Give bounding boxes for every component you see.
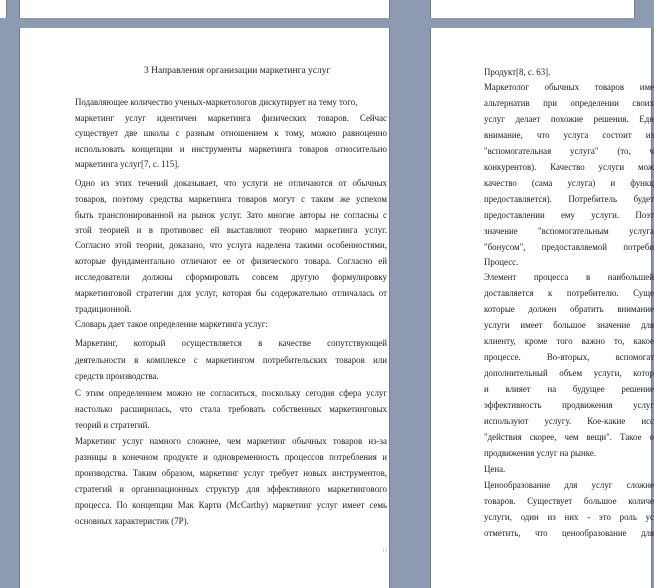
text-line: "вспомогательная услуга" (то, ч [484,146,654,156]
text-line: доставляется к потребителю. Суще [484,288,654,298]
text-line: услуги имеет большое значение для [484,320,654,330]
previous-page-right-fragment [431,0,634,18]
text-line: альтернатив при определении своих [484,98,654,108]
text-line: услуги, один из них - это роль ус [484,512,654,522]
text-line: клиенту, кроме того важно то, какое [484,336,654,346]
text-line: товаров, поэтому средства маркетинга товаров могут с таким же успехом [75,194,387,204]
text-line: и влияет на будущее решение [484,384,654,394]
text-line: настолько расширилась, что стала требовать собственных маркетинговых [75,404,387,414]
text-line: Ценообразование для услуг сложне [484,480,654,490]
text-line: значение "вспомогательным услуга [484,226,654,236]
text-line: разницы в конечном продукте и одновременность процессов потребления и [75,452,387,462]
text-line: которые фундаментально отличают ее от физического товара. Согласно ей [75,256,387,266]
text-line: товаров. Существует большое количе [484,496,654,506]
text-line: Одно из этих течений доказывает, что услуги не отличаются от обычных [75,178,387,188]
text-line: эффективность продвижения услуг [484,400,654,410]
text-line: этой теорией и в противовес ей выставляют теорию маркетинга услуг. [75,225,387,235]
text-line: Маркетинг услуг намного сложнее, чем маркетинг обычных товаров из-за [75,436,387,446]
text-line: стратегий и организационных структур для эффективного маркетингового [75,484,387,494]
text-line: предоставлении ему услуги. Поэт [484,210,654,220]
text-line: Словарь дает такое определение маркетинга услуг: [75,319,268,329]
text-line: Маркетинг, который осуществляется в качестве сопутствующей [75,338,387,348]
text-line: маркетинг услуг идентичен маркетинга физических товаров. Сейчас [75,113,387,123]
text-line: Маркетолог обычных товаров име [484,82,654,92]
text-line: маркетинговой стратегии для услуг, которая бы содержательно отличалась от [75,288,387,298]
text-line: конкурентов). Качество услуги мож [484,162,654,172]
text-line: использовать концепции и инструменты маркетинга товаров относительно [75,144,387,154]
text-line: Продукт[8, с. 63]. [484,67,551,77]
text-line: маркетинга услуг[7, с. 115]. [75,159,180,169]
text-line: процесса. По концепции Мак Карти (McCarthy) маркетинг услуг имеет семь [75,500,387,510]
previous-page-fragment [20,0,389,18]
text-line: "бонусом", предоставляемой потреби [484,242,654,252]
text-line: дополнительный объем услуги, котор [484,368,654,378]
text-line: которые должен обратить внимание [484,304,654,314]
text-line: быть транспонированной на рынок услуг. Зато многие авторы не согласны с [75,210,387,220]
text-line: Согласно этой теории, доказано, что услуга наделена такими особенностями, [75,240,387,250]
text-line: основных характеристик (7P). [75,516,189,526]
text-line: средств производства. [75,371,159,381]
text-line: Цена. [484,464,506,474]
text-line: традиционной. [75,304,132,314]
text-line: Подавляющее количество ученых-маркетологов дискутирует на тему того, [75,97,358,107]
text-line: внимание, что услуга состоит из [484,130,654,140]
text-line: Процесс. [484,257,519,267]
text-line: Элемент процесса в наибольшей [484,272,654,282]
text-line: услуг делает похожие решения. Едн [484,114,654,124]
text-line: процессе. Во-вторых, вспомогат [484,352,654,362]
text-line: С этим определением можно не согласиться, поскольку сегодня сфера услуг [75,388,387,398]
page-number: 11 [382,548,388,554]
text-line: исследователи должны сформировать совсем другую формулировку [75,272,387,282]
document-page-right[interactable] [431,28,654,588]
text-line: теорий и стратегий. [75,420,150,430]
section-title: 3 Направления организации маркетинга услуг [144,66,331,76]
text-line: продвижения услуг на рынке. [484,448,596,458]
text-line: предоставляется). Потребитель будет [484,194,654,204]
text-line: качество (сама услуга) и функц [484,178,654,188]
previous-page-left-fragment [0,0,6,18]
text-line: отметить, что ценообразование для [484,528,654,538]
text-line: используют услугу. Кое-какие исс [484,416,654,426]
document-page-left[interactable] [20,28,389,588]
text-line: "действия скорее, чем вещи". Такое о [484,432,654,442]
text-line: деятельности в комплексе с маркетингом потребительских товаров или [75,355,387,365]
text-line: производства. Таким образом, маркетинг услуг требует новых инструментов, [75,468,387,478]
text-line: существует две школы с разным отношением к тому, можно равноценно [75,128,387,138]
